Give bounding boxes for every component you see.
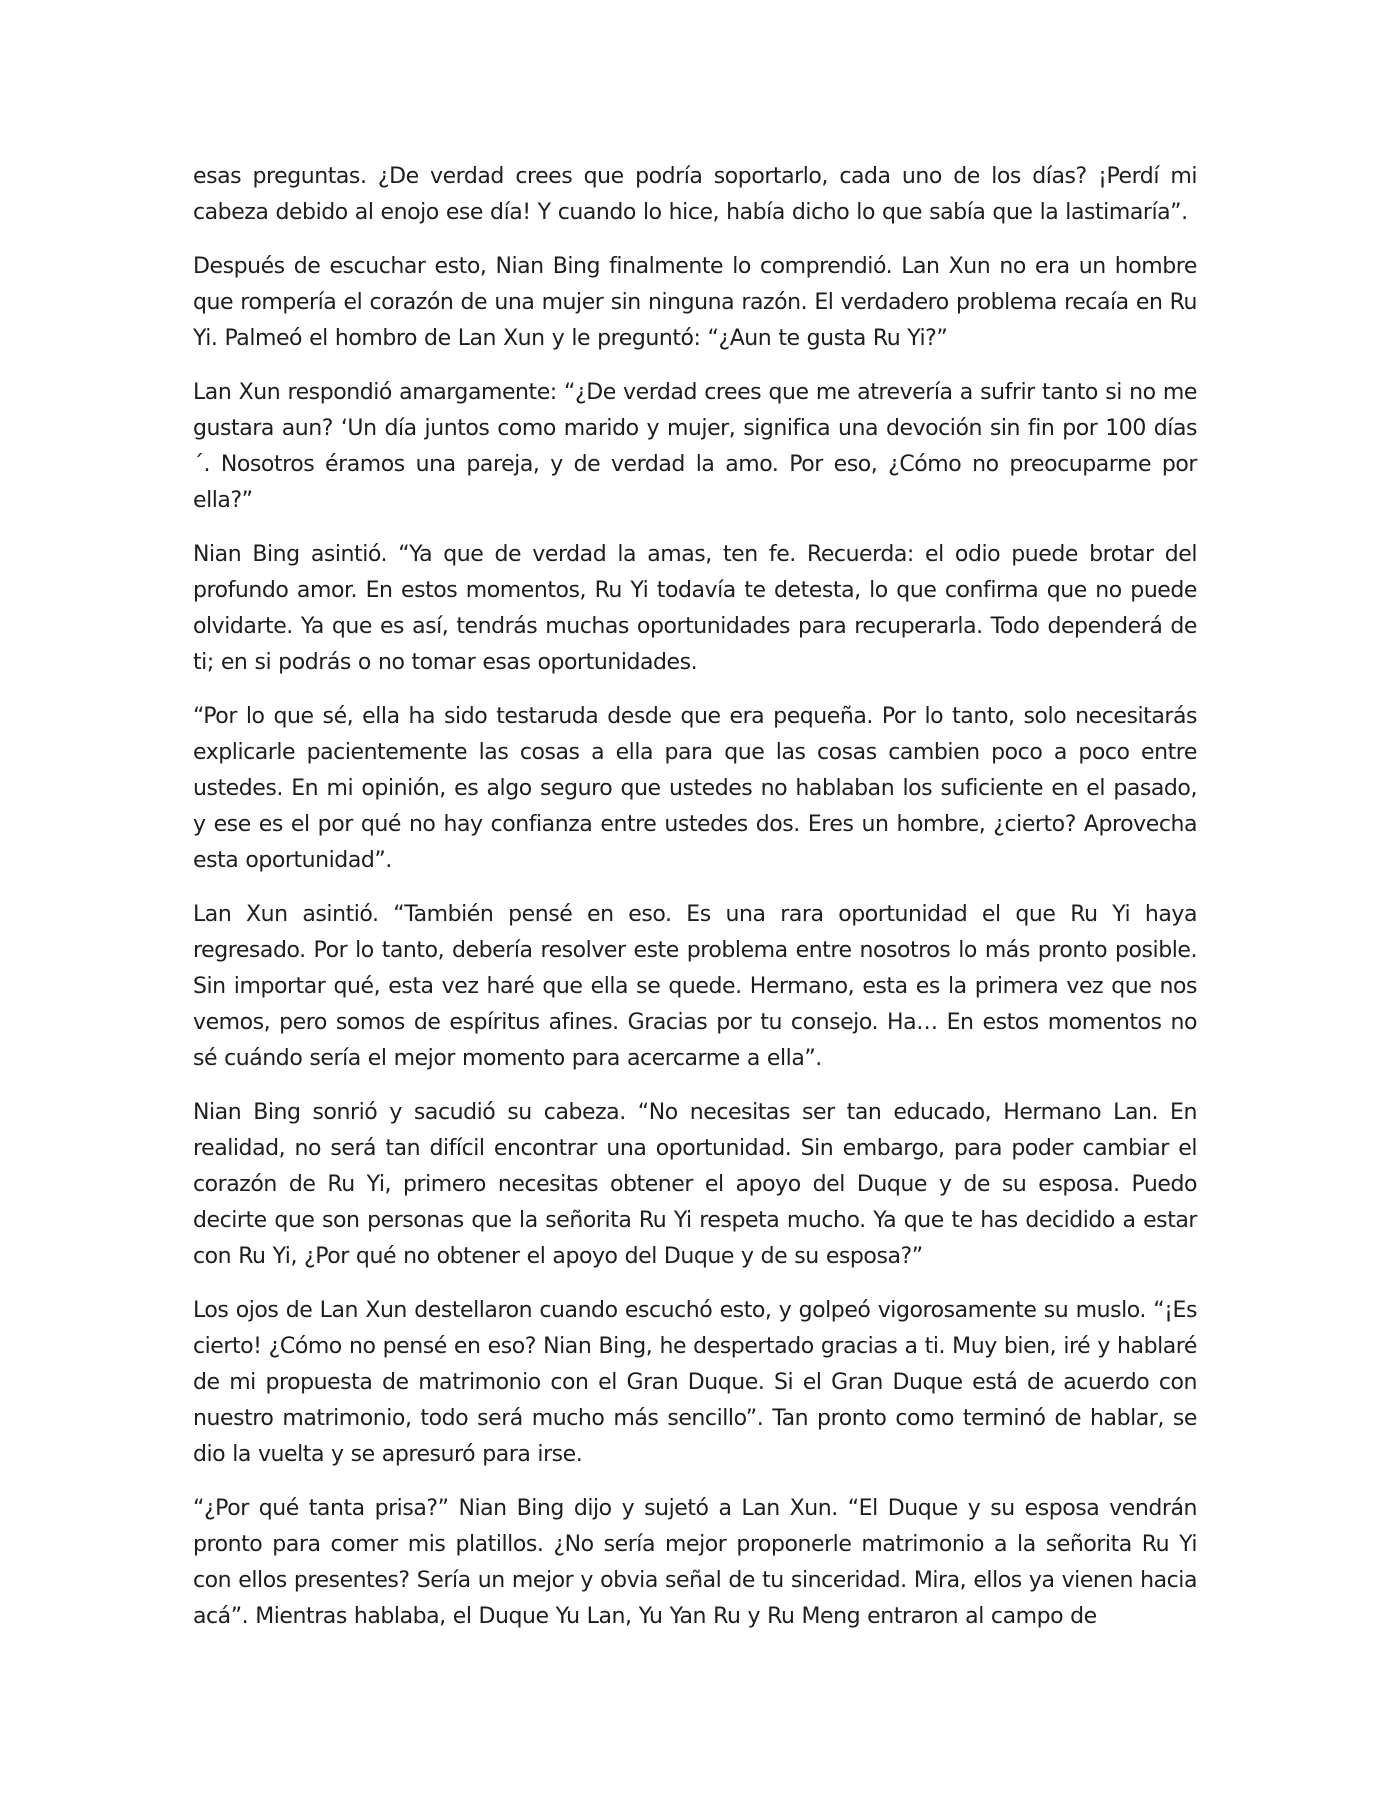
paragraph-4: Nian Bing asintió. “Ya que de verdad la amas, ten fe. Recuerda: el odio puede brotar del profundo amor. En estos momentos, Ru Yi todavía te detesta, lo que confirma que no puede olvidarte. Ya que es así, tendrás muchas oportunidades para recuperarla. Todo dependerá de ti; en si podrás o no tomar esas oportunidades. bbox=[193, 542, 1197, 675]
paragraph-5: “Por lo que sé, ella ha sido testaruda desde que era pequeña. Por lo tanto, solo necesitarás explicarle pacientemente las cosas a ella para que las cosas cambien poco a poco entre ustedes. En mi opinión, es algo seguro que ustedes no hablaban los suficiente en el pasado, y ese es el por qué no hay confianza entre ustedes dos. Eres un hombre, ¿cierto? Aprovecha esta oportunidad”. bbox=[193, 704, 1197, 873]
paragraph-1: esas preguntas. ¿De verdad crees que podría soportarlo, cada uno de los días? ¡Perdí mi cabeza debido al enojo ese día! Y cuando lo hice, había dicho lo que sabía que la lastimaría”. bbox=[193, 164, 1197, 225]
document-body bbox=[193, 159, 1197, 1653]
paragraph-3: Lan Xun respondió amargamente: “¿De verdad crees que me atrevería a sufrir tanto si no me gustara aun? ‘Un día juntos como marido y mujer, significa una devoción sin fin por 100 días´. Nosotros éramos una pareja, y de verdad la amo. Por eso, ¿Cómo no preocuparme por ella?” bbox=[193, 380, 1197, 513]
paragraph-2: Después de escuchar esto, Nian Bing finalmente lo comprendió. Lan Xun no era un hombre que rompería el corazón de una mujer sin ninguna razón. El verdadero problema recaía en Ru Yi. Palmeó el hombro de Lan Xun y le preguntó: “¿Aun te gusta Ru Yi?” bbox=[193, 254, 1197, 351]
paragraph-8: Los ojos de Lan Xun destellaron cuando escuchó esto, y golpeó vigorosamente su muslo. “¡Es cierto! ¿Cómo no pensé en eso? Nian Bing, he despertado gracias a ti. Muy bien, iré y hablaré de mi propuesta de matrimonio con el Gran Duque. Si el Gran Duque está de acuerdo con nuestro matrimonio, todo será mucho más sencillo”. Tan pronto como terminó de hablar, se dio la vuelta y se apresuró para irse. bbox=[193, 1298, 1197, 1467]
paragraph-6: Lan Xun asintió. “También pensé en eso. Es una rara oportunidad el que Ru Yi haya regresado. Por lo tanto, debería resolver este problema entre nosotros lo más pronto posible. Sin importar qué, esta vez haré que ella se quede. Hermano, esta es la primera vez que nos vemos, pero somos de espíritus afines. Gracias por tu consejo. Ha… En estos momentos no sé cuándo sería el mejor momento para acercarme a ella”. bbox=[193, 902, 1197, 1071]
paragraph-7: Nian Bing sonrió y sacudió su cabeza. “No necesitas ser tan educado, Hermano Lan. En realidad, no será tan difícil encontrar una oportunidad. Sin embargo, para poder cambiar el corazón de Ru Yi, primero necesitas obtener el apoyo del Duque y de su esposa. Puedo decirte que son personas que la señorita Ru Yi respeta mucho. Ya que te has decidido a estar con Ru Yi, ¿Por qué no obtener el apoyo del Duque y de su esposa?” bbox=[193, 1100, 1197, 1269]
paragraph-9: “¿Por qué tanta prisa?” Nian Bing dijo y sujetó a Lan Xun. “El Duque y su esposa vendrán pronto para comer mis platillos. ¿No sería mejor proponerle matrimonio a la señorita Ru Yi con ellos presentes? Sería un mejor y obvia señal de tu sinceridad. Mira, ellos ya vienen hacia acá”. Mientras hablaba, el Duque Yu Lan, Yu Yan Ru y Ru Meng entraron al campo de bbox=[193, 1496, 1197, 1629]
